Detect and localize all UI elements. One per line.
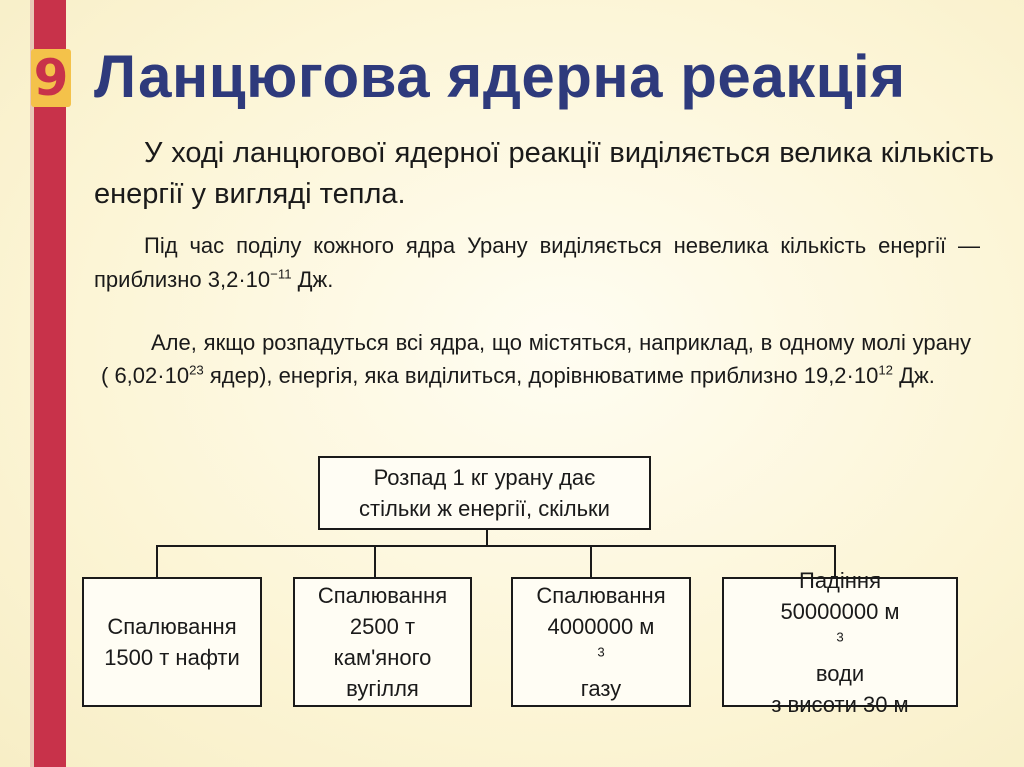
diagram-box-coal-line-4: вугілля — [346, 676, 419, 701]
diagram-box-oil — [82, 577, 262, 707]
paragraph-3 — [101, 326, 971, 392]
diagram-box-coal-line-1: Спалювання — [317, 583, 448, 608]
diagram-box-water-volume: 50000000 м — [780, 598, 900, 624]
paragraph-3-part1: Але, якщо розпадуться всі ядра, що містяться, наприклад, в одному молі урану ( 6,02·10 — [101, 330, 971, 388]
diagram-box-water-line-2 — [771, 596, 908, 689]
connector-top-stem — [486, 529, 488, 546]
diagram-box-water-word: води — [815, 660, 865, 686]
diagram-box-water-line-3: з висоти 30 м — [771, 691, 909, 717]
paragraph-1: У ході ланцюгової ядерної реакції виділяється велика кількість енергії у вигляді тепла. — [94, 137, 994, 210]
diagram-root-line-2: стільки ж енергії, скільки — [359, 496, 610, 521]
diagram-root-box — [318, 456, 651, 530]
paragraph-2 — [94, 229, 980, 297]
diagram-box-gas-line-3: газу — [580, 676, 622, 701]
diagram-root-line-1: Розпад 1 кг урану дає — [373, 465, 596, 490]
paragraph-2-exponent: −11 — [270, 266, 292, 282]
paragraph-3-exponent-2: 12 — [878, 362, 894, 378]
chapter-badge: 9 — [31, 49, 71, 107]
diagram-box-oil-line-1: Спалювання — [107, 614, 237, 639]
connector-horizontal — [156, 545, 836, 547]
diagram-box-gas-volume: 4000000 м — [547, 614, 655, 639]
diagram-box-water — [722, 567, 958, 717]
diagram-box-coal — [293, 577, 472, 707]
paragraph-2-tail: Дж. — [291, 267, 334, 292]
diagram-box-gas-unit-exp: 3 — [597, 644, 605, 660]
connector-drop-3 — [590, 545, 592, 578]
paragraph-3-part3: Дж. — [893, 363, 935, 388]
left-accent-bar — [34, 0, 66, 767]
diagram-box-water-line-1: Падіння — [799, 567, 881, 593]
diagram-box-gas — [511, 577, 691, 707]
paragraph-2-text: Під час поділу кожного ядра Урану виділяється невелика кількість енергії — приблизно 3,2·10 — [94, 233, 980, 292]
connector-drop-1 — [156, 545, 158, 578]
diagram-box-gas-line-2 — [536, 611, 665, 673]
diagram-box-water-unit-exp: 3 — [836, 629, 844, 645]
connector-drop-2 — [374, 545, 376, 578]
paragraph-3-exponent-1: 23 — [189, 362, 204, 378]
diagram-box-coal-line-3: кам'яного — [333, 645, 432, 670]
diagram-box-coal-line-2: 2500 т — [349, 614, 416, 639]
paragraph-3-part2: ядер), енергія, яка виділиться, дорівнюватиме приблизно 19,2·10 — [203, 363, 879, 388]
diagram-box-oil-line-2: 1500 т нафти — [104, 645, 240, 670]
diagram-box-gas-line-1: Спалювання — [536, 583, 666, 608]
slide-title: Ланцюгова ядерна реакція — [94, 43, 906, 110]
